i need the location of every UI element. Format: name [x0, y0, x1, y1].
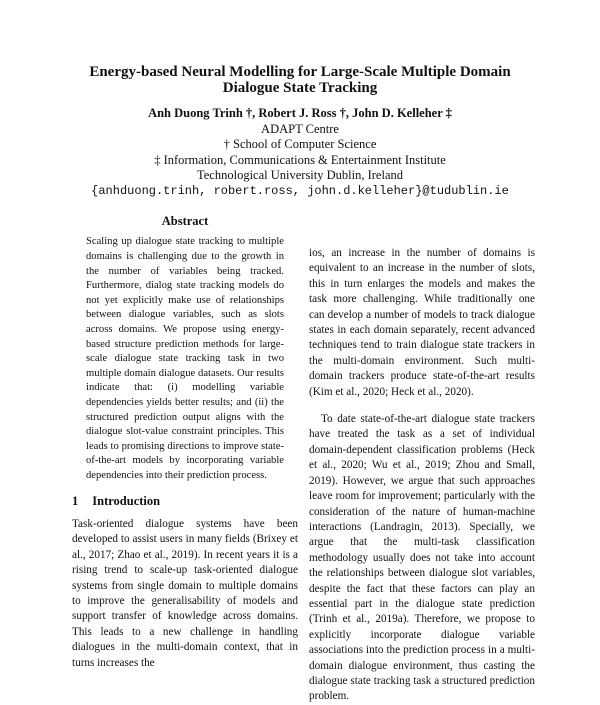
paper-title-line-1: Energy-based Neural Modelling for Large-Scale Multiple Domain: [89, 64, 511, 80]
author-block: [40, 106, 560, 199]
section-title: Introduction: [92, 493, 161, 508]
affiliation-adapt: ADAPT Centre: [261, 121, 339, 136]
right-column: [309, 246, 535, 705]
affiliation-university: Technological University Dublin, Ireland: [196, 168, 403, 182]
affiliation-school: † School of Computer Science: [223, 137, 377, 151]
author-names: Anh Duong Trinh †, Robert J. Ross †, John D. Kelleher ‡: [148, 106, 452, 120]
affiliation-institute: ‡ Information, Communications & Entertainment Institute: [154, 152, 446, 167]
paper-title: [40, 64, 560, 96]
abstract-heading: Abstract: [161, 214, 209, 228]
abstract-text: Scaling up dialogue state tracking to multiple domains is challenging due to the growth in the number of variables being tracked. Furthermore, dialog state tracking models do not yet explicitly make use of relationships between dialogue variables, such as slots across domains. We propose using energy-based structure prediction methods for large-scale dialogue state tracking task in two multiple domain dialogue datasets. Our results indicate that: (i) modelling variable dependencies yields better results; and (ii) the structured prediction output aligns with the dialogue slot-value constraint principles. This leads to promising directions to improve state-of-the-art models by incorporating variable dependencies into their prediction process.: [86, 236, 284, 481]
section-number: 1: [72, 493, 79, 508]
paper-title-line-2: Dialogue State Tracking: [222, 80, 378, 96]
author-emails: {anhduong.trinh, robert.ross, john.d.kelleher}@tudublin.ie: [91, 183, 509, 198]
section-heading-introduction: [72, 494, 298, 509]
intro-paragraph-1-continued: ios, an increase in the number of domains is equivalent to an increase in the number of slots, this in turn enlarges the models and makes the task more challenging. While traditionally one can develop a number of models to track dialogue states in each domain separately, recent advanced techniques tend to train dialogue state trackers in the multi-domain environment. Such multi-domain trackers produce state-of-the-art results (Kim et al., 2020; Heck et al., 2020).: [309, 247, 535, 398]
intro-paragraph-1: Task-oriented dialogue systems have been developed to assist users in many fields (Brixey et al., 2017; Zhao et al., 2019). In recent years it is a rising trend to scale-up task-oriented dialogue systems from single domain to multiple domains to improve the generalisability of models and support transfer of knowledge across domains. This leads to a new challenge in handling dialogues in the multi-domain context, that in turns increases the: [72, 517, 298, 669]
intro-paragraph-2: To date state-of-the-art dialogue state trackers have treated the task as a set of individual domain-dependent classification problems (Heck et al., 2020; Wu et al., 2019; Zhou and Small, 2019). However, we argue that such approaches leave room for improvement; particularly with the consideration of the nature of human-machine interactions (Landragin, 2013). Specially, we argue that the multi-task classification methodology usually does not take into account the relationships between dialogue slot variables, despite the fact that these factors can play an essential part in the dialogue state prediction (Trinh et al., 2019a). Therefore, we propose to explicitly incorporate dialogue variable associations into the prediction process in a multi-domain dialogue environment, thus casting the dialogue state tracking task a structured prediction problem.: [309, 413, 535, 703]
left-column: [72, 214, 298, 671]
